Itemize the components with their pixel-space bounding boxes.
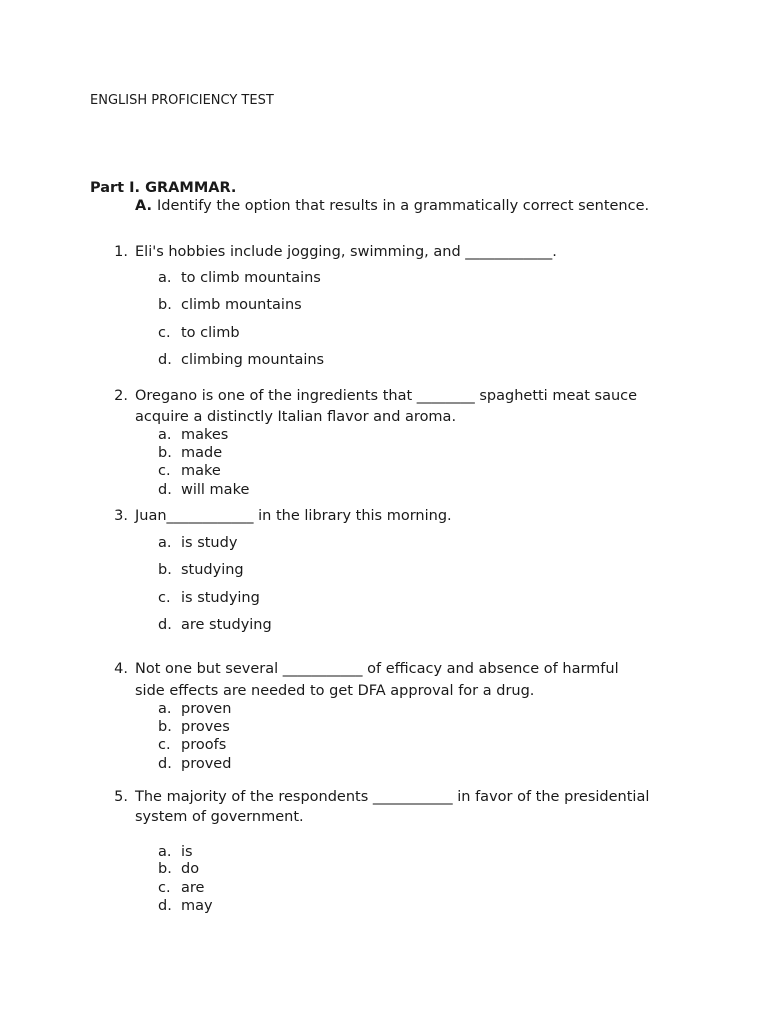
option-text: studying: [181, 562, 244, 578]
option-text: may: [181, 898, 213, 914]
document-title: ENGLISH PROFICIENCY TEST: [90, 93, 274, 108]
option-letter: a.: [158, 701, 172, 717]
question-number: 2.: [114, 388, 128, 404]
option-text: to climb mountains: [181, 270, 321, 286]
option-text: will make: [181, 482, 250, 498]
part-heading: Part I. GRAMMAR.: [90, 180, 237, 196]
option-letter: b.: [158, 861, 172, 877]
option-letter: d.: [158, 482, 172, 498]
question-number: 4.: [114, 661, 128, 677]
question-text-continued: system of government.: [135, 809, 304, 825]
option-text: proven: [181, 701, 232, 717]
section-instruction: Identify the option that results in a grammatically correct sentence.: [157, 198, 650, 214]
question-text-continued: side effects are needed to get DFA approval for a drug.: [135, 683, 535, 699]
option-letter: b.: [158, 562, 172, 578]
question-text: Oregano is one of the ingredients that ________ spaghetti meat sauce: [135, 388, 638, 404]
option-text: do: [181, 861, 200, 877]
option-text: proves: [181, 719, 230, 735]
question-text: The majority of the respondents ___________ in favor of the presidential: [135, 789, 650, 805]
option-letter: a.: [158, 270, 172, 286]
option-text: make: [181, 463, 221, 479]
option-letter: c.: [158, 737, 171, 753]
section-letter: A.: [135, 198, 152, 214]
option-letter: d.: [158, 898, 172, 914]
question-number: 1.: [114, 244, 128, 260]
question-text: Juan____________ in the library this morning.: [135, 508, 452, 524]
option-text: proved: [181, 756, 232, 772]
option-text: made: [181, 445, 223, 461]
option-letter: d.: [158, 352, 172, 368]
option-letter: c.: [158, 325, 171, 341]
question-number: 3.: [114, 508, 128, 524]
option-letter: a.: [158, 535, 172, 551]
option-text: are studying: [181, 617, 272, 633]
option-text: climb mountains: [181, 297, 302, 313]
option-letter: d.: [158, 756, 172, 772]
question-text: Eli's hobbies include jogging, swimming, and ____________.: [135, 244, 557, 260]
option-letter: a.: [158, 427, 172, 443]
question-text: Not one but several ___________ of efficacy and absence of harmful: [135, 661, 619, 677]
option-letter: b.: [158, 297, 172, 313]
option-letter: d.: [158, 617, 172, 633]
option-text: proofs: [181, 737, 227, 753]
option-text: is study: [181, 535, 238, 551]
option-text: is studying: [181, 590, 260, 606]
option-text: to climb: [181, 325, 240, 341]
option-letter: c.: [158, 463, 171, 479]
question-number: 5.: [114, 789, 128, 805]
question-text-continued: acquire a distinctly Italian flavor and aroma.: [135, 409, 457, 425]
option-letter: a.: [158, 844, 172, 860]
option-text: makes: [181, 427, 229, 443]
option-letter: c.: [158, 590, 171, 606]
option-text: climbing mountains: [181, 352, 325, 368]
option-text: is: [181, 844, 193, 860]
option-text: are: [181, 880, 205, 896]
option-letter: c.: [158, 880, 171, 896]
option-letter: b.: [158, 719, 172, 735]
option-letter: b.: [158, 445, 172, 461]
